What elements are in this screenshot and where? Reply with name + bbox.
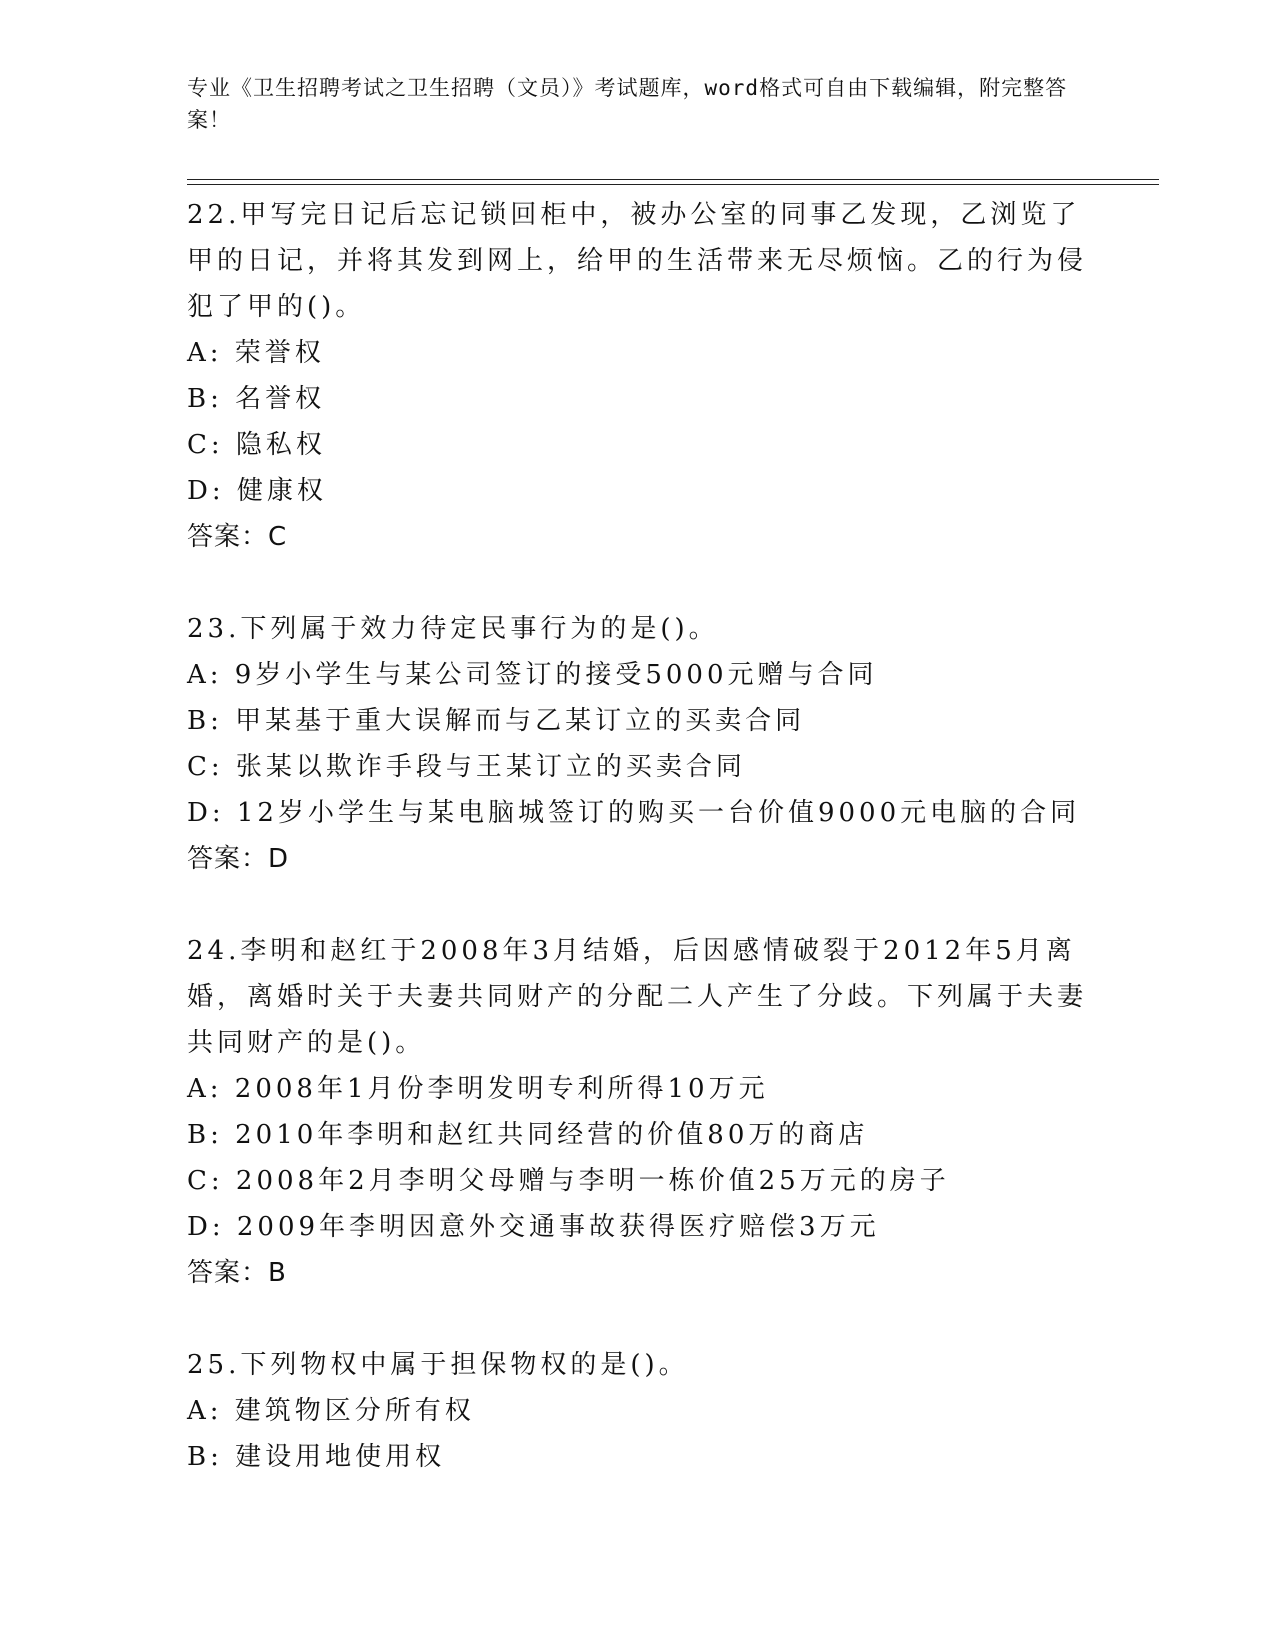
question-spacer [187, 882, 1087, 928]
answer-line: 答案：C [187, 522, 288, 552]
option-c: C: 2008年2月李明父母赠与李明一栋价值25万元的房子 [187, 1166, 950, 1196]
option-c: C: 隐私权 [187, 430, 326, 460]
question-23 [187, 606, 1087, 882]
header-divider-bottom [187, 184, 1159, 185]
question-22 [187, 192, 1087, 560]
option-d: D: 12岁小学生与某电脑城签订的购买一台价值9000元电脑的合同 [187, 798, 1081, 828]
option-b: B: 建设用地使用权 [187, 1442, 446, 1472]
document-header: 专业《卫生招聘考试之卫生招聘（文员）》考试题库，word格式可自由下载编辑，附完整答案！ [187, 76, 1068, 132]
option-b: B: 名誉权 [187, 384, 326, 414]
option-a: A: 2008年1月份李明发明专利所得10万元 [187, 1074, 769, 1104]
header-divider-top [187, 179, 1159, 180]
question-list [187, 192, 1087, 1480]
option-b: B: 2010年李明和赵红共同经营的价值80万的商店 [187, 1120, 869, 1150]
question-stem: 23.下列属于效力待定民事行为的是()。 [187, 614, 719, 644]
option-c: C: 张某以欺诈手段与王某订立的买卖合同 [187, 752, 746, 782]
option-a: A: 建筑物区分所有权 [187, 1396, 475, 1426]
question-stem: 25.下列物权中属于担保物权的是()。 [187, 1350, 689, 1380]
option-d: D: 健康权 [187, 476, 327, 506]
question-stem: 22.甲写完日记后忘记锁回柜中，被办公室的同事乙发现，乙浏览了甲的日记，并将其发到网上，给甲的生活带来无尽烦恼。乙的行为侵犯了甲的()。 [187, 200, 1088, 322]
answer-line: 答案：B [187, 1258, 287, 1288]
question-spacer [187, 1296, 1087, 1342]
option-a: A: 9岁小学生与某公司签订的接受5000元赠与合同 [187, 660, 878, 690]
option-b: B: 甲某基于重大误解而与乙某订立的买卖合同 [187, 706, 806, 736]
option-d: D: 2009年李明因意外交通事故获得医疗赔偿3万元 [187, 1212, 880, 1242]
question-25 [187, 1342, 1087, 1480]
question-stem: 24.李明和赵红于2008年3月结婚，后因感情破裂于2012年5月离婚，离婚时关于夫妻共同财产的分配二人产生了分歧。下列属于夫妻共同财产的是()。 [187, 936, 1088, 1058]
answer-line: 答案：D [187, 844, 290, 874]
question-spacer [187, 560, 1087, 606]
question-24 [187, 928, 1087, 1296]
option-a: A: 荣誉权 [187, 338, 325, 368]
